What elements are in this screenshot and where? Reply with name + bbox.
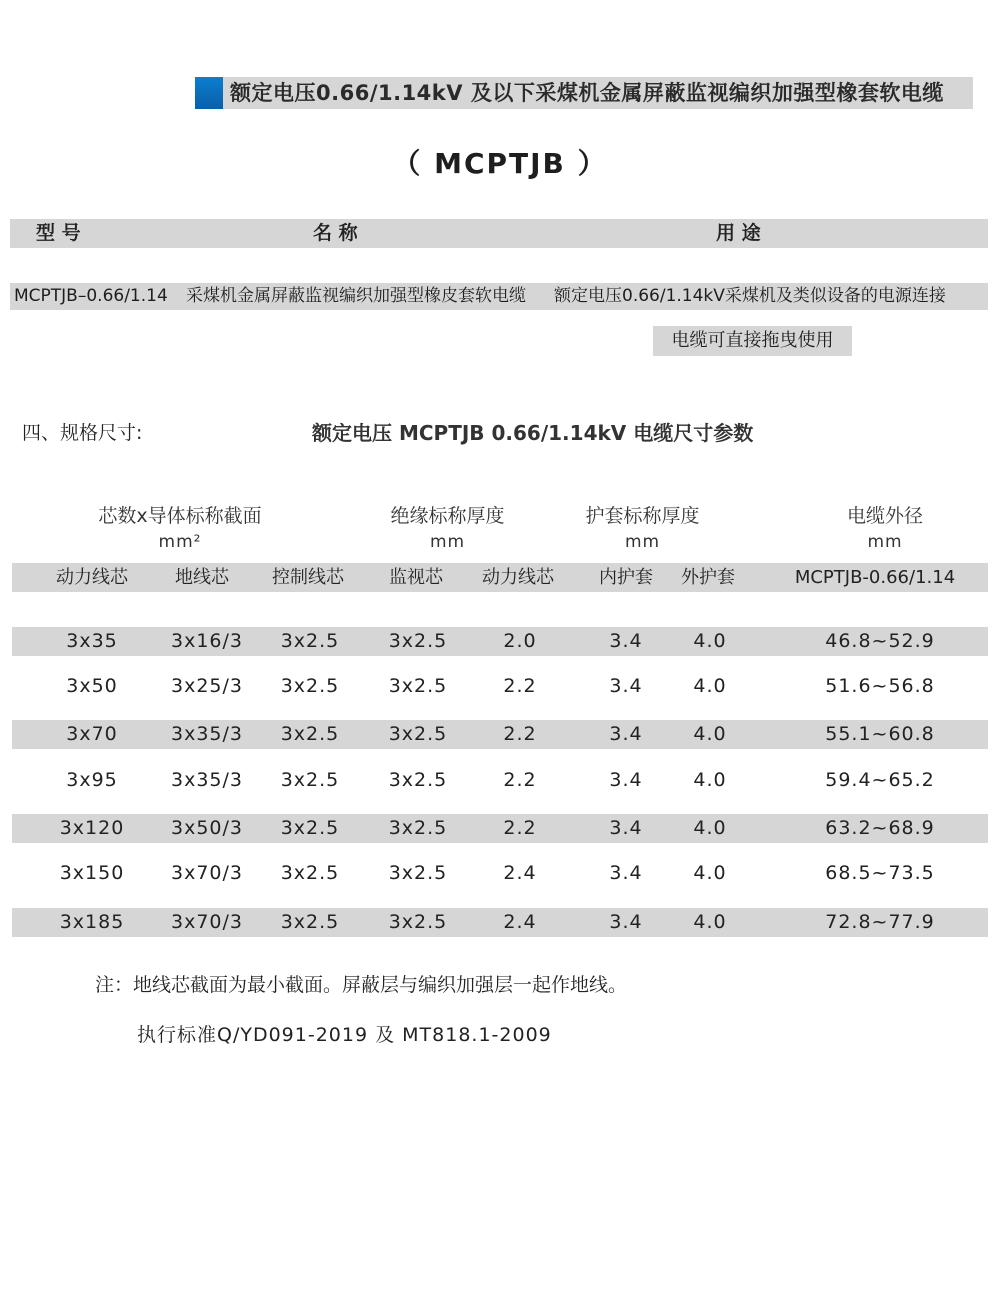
table-row bbox=[0, 766, 1000, 795]
cell-control-core: 3x2.5 bbox=[280, 769, 340, 791]
table-row bbox=[0, 672, 1000, 701]
col-outer-sheath: 外护套 bbox=[681, 567, 735, 588]
group-sheath-unit: mm bbox=[624, 532, 661, 552]
header-band bbox=[10, 219, 988, 248]
standard-reference: 执行标准Q/YD091-2019 及 MT818.1-2009 bbox=[137, 1024, 552, 1046]
group-diameter-unit: mm bbox=[867, 532, 903, 552]
cell-diameter: 59.4~65.2 bbox=[825, 769, 935, 791]
cell-inner-sheath: 3.4 bbox=[609, 911, 643, 933]
col-ground-core: 地线芯 bbox=[175, 567, 229, 588]
cell-ground-core: 3x25/3 bbox=[171, 675, 243, 697]
cell-insulation: 2.2 bbox=[503, 817, 537, 839]
table-row bbox=[0, 859, 1000, 888]
product-name: 采煤机金属屏蔽监视编织加强型橡皮套软电缆 bbox=[186, 286, 526, 306]
group-insulation-label: 绝缘标称厚度 bbox=[390, 505, 505, 527]
cell-outer-sheath: 4.0 bbox=[693, 769, 727, 791]
cell-power-core: 3x70 bbox=[66, 723, 118, 745]
cell-power-core: 3x95 bbox=[66, 769, 118, 791]
cell-monitor-core: 3x2.5 bbox=[388, 911, 448, 933]
group-sheath-label: 护套标称厚度 bbox=[585, 505, 700, 527]
cell-diameter: 68.5~73.5 bbox=[825, 862, 935, 884]
cell-power-core: 3x185 bbox=[59, 911, 125, 933]
group-diameter-label: 电缆外径 bbox=[846, 505, 923, 527]
cell-insulation: 2.2 bbox=[503, 769, 537, 791]
page-title: 额定电压0.66/1.14kV 及以下采煤机金属屏蔽监视编织加强型橡套软电缆 bbox=[230, 81, 944, 105]
col-insulation-power-core: 动力线芯 bbox=[482, 567, 554, 588]
product-usage: 额定电压0.66/1.14kV采煤机及类似设备的电源连接 bbox=[554, 286, 946, 306]
col-power-core: 动力线芯 bbox=[56, 567, 128, 588]
cell-insulation: 2.0 bbox=[503, 630, 537, 652]
group-insulation-unit: mm bbox=[429, 532, 466, 552]
section-label: 四、规格尺寸: bbox=[22, 422, 143, 444]
header-name: 名 称 bbox=[313, 222, 358, 244]
cell-ground-core: 3x35/3 bbox=[171, 769, 243, 791]
cell-diameter: 51.6~56.8 bbox=[825, 675, 935, 697]
cell-control-core: 3x2.5 bbox=[280, 630, 340, 652]
cell-inner-sheath: 3.4 bbox=[609, 769, 643, 791]
cell-outer-sheath: 4.0 bbox=[693, 630, 727, 652]
col-inner-sheath: 内护套 bbox=[599, 567, 653, 588]
cell-insulation: 2.2 bbox=[503, 675, 537, 697]
cell-power-core: 3x35 bbox=[66, 630, 118, 652]
cell-outer-sheath: 4.0 bbox=[693, 723, 727, 745]
cell-ground-core: 3x70/3 bbox=[171, 911, 243, 933]
cell-monitor-core: 3x2.5 bbox=[388, 862, 448, 884]
footnote: 注：地线芯截面为最小截面。屏蔽层与编织加强层一起作地线。 bbox=[95, 974, 628, 996]
cell-control-core: 3x2.5 bbox=[280, 675, 340, 697]
section-title: 额定电压 MCPTJB 0.66/1.14kV 电缆尺寸参数 bbox=[312, 421, 754, 445]
cell-insulation: 2.4 bbox=[503, 862, 537, 884]
cell-diameter: 55.1~60.8 bbox=[825, 723, 935, 745]
col-diameter-model: MCPTJB-0.66/1.14 bbox=[794, 567, 956, 588]
cell-monitor-core: 3x2.5 bbox=[388, 769, 448, 791]
product-model: MCPTJB–0.66/1.14 bbox=[14, 286, 168, 306]
group-conductor-unit: mm² bbox=[158, 532, 202, 552]
cell-diameter: 72.8~77.9 bbox=[825, 911, 935, 933]
cell-outer-sheath: 4.0 bbox=[693, 862, 727, 884]
cell-control-core: 3x2.5 bbox=[280, 862, 340, 884]
table-row bbox=[0, 814, 1000, 843]
cell-inner-sheath: 3.4 bbox=[609, 723, 643, 745]
col-monitor-core: 监视芯 bbox=[389, 567, 443, 588]
table-row bbox=[0, 908, 1000, 937]
cell-outer-sheath: 4.0 bbox=[693, 817, 727, 839]
cell-outer-sheath: 4.0 bbox=[693, 911, 727, 933]
cell-ground-core: 3x50/3 bbox=[171, 817, 243, 839]
title-accent-square-icon bbox=[195, 77, 223, 109]
cell-control-core: 3x2.5 bbox=[280, 911, 340, 933]
cell-monitor-core: 3x2.5 bbox=[388, 723, 448, 745]
cell-inner-sheath: 3.4 bbox=[609, 675, 643, 697]
table-row bbox=[0, 627, 1000, 656]
col-control-core: 控制线芯 bbox=[272, 567, 344, 588]
cell-inner-sheath: 3.4 bbox=[609, 630, 643, 652]
cell-insulation: 2.4 bbox=[503, 911, 537, 933]
cell-monitor-core: 3x2.5 bbox=[388, 675, 448, 697]
page-subtitle: （ MCPTJB ） bbox=[392, 147, 608, 180]
cell-monitor-core: 3x2.5 bbox=[388, 630, 448, 652]
header-model: 型 号 bbox=[36, 222, 81, 244]
cell-control-core: 3x2.5 bbox=[280, 723, 340, 745]
cell-control-core: 3x2.5 bbox=[280, 817, 340, 839]
table-row bbox=[0, 720, 1000, 749]
cell-insulation: 2.2 bbox=[503, 723, 537, 745]
cell-power-core: 3x120 bbox=[59, 817, 125, 839]
cell-ground-core: 3x16/3 bbox=[171, 630, 243, 652]
cell-diameter: 63.2~68.9 bbox=[825, 817, 935, 839]
cell-power-core: 3x150 bbox=[59, 862, 125, 884]
product-usage-note: 电缆可直接拖曳使用 bbox=[653, 326, 852, 356]
header-usage: 用 途 bbox=[716, 222, 761, 244]
cell-inner-sheath: 3.4 bbox=[609, 862, 643, 884]
cell-ground-core: 3x35/3 bbox=[171, 723, 243, 745]
cell-diameter: 46.8~52.9 bbox=[825, 630, 935, 652]
cell-inner-sheath: 3.4 bbox=[609, 817, 643, 839]
cell-outer-sheath: 4.0 bbox=[693, 675, 727, 697]
group-conductor-label: 芯数x导体标称截面 bbox=[98, 505, 262, 527]
cell-monitor-core: 3x2.5 bbox=[388, 817, 448, 839]
cell-ground-core: 3x70/3 bbox=[171, 862, 243, 884]
cell-power-core: 3x50 bbox=[66, 675, 118, 697]
